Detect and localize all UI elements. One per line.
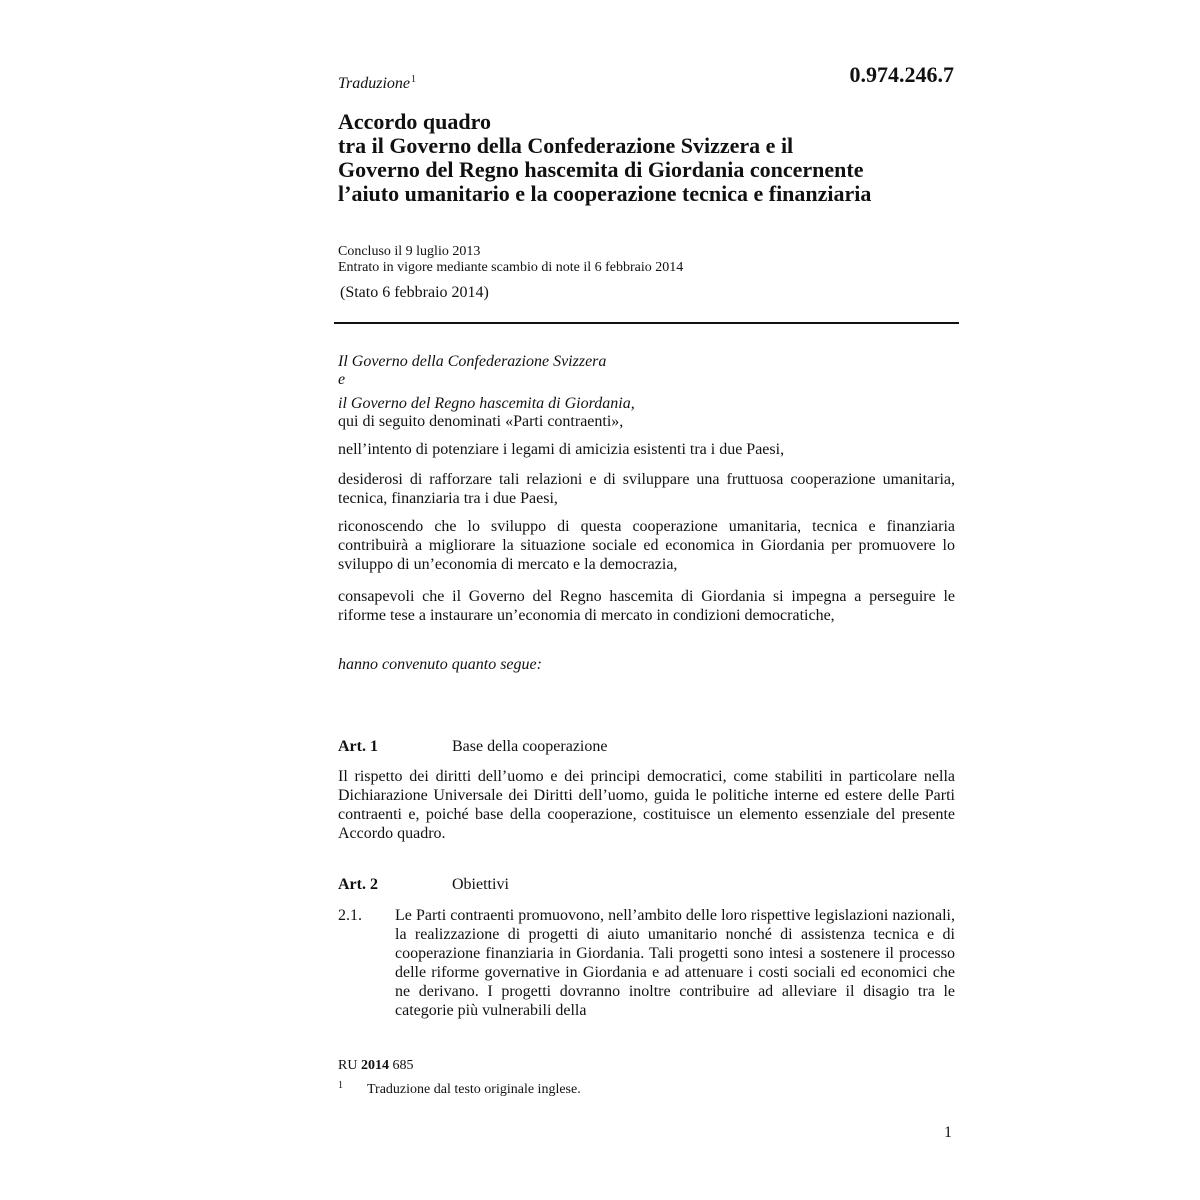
page-number: 1 <box>944 1124 952 1141</box>
translation-word: Traduzione <box>338 75 411 92</box>
ru-year: 2014 <box>360 1058 389 1073</box>
article-1-text: Il rispetto dei diritti dell’uomo e dei principi democratici, come stabiliti in particolare nella Dichiarazione Universale dei Diritti dell’uomo, guida le politiche interne ed estere delle Parti contraenti e, poiché base della cooperazione, costituisce un elemento essenziale del presente Accordo quadro. <box>338 768 955 842</box>
article-1-title: Base della cooperazione <box>452 738 608 755</box>
paragraph-number: 2.1. <box>338 907 362 924</box>
conjunction: e <box>338 371 346 388</box>
ru-prefix: RU <box>338 1058 358 1073</box>
footnote-number: 1 <box>338 1080 343 1091</box>
preamble-paragraph-3: riconoscendo che lo sviluppo di questa cooperazione umanitaria, tecnica e finanziaria contribuirà a migliorare la situazione sociale ed economica in Giordania per promuovere lo sviluppo di un’economia di mercato e la democrazia, <box>338 518 955 573</box>
title-line-2: tra il Governo della Confederazione Svizzera e il <box>338 133 794 158</box>
paragraph-2-1-text: Le Parti contraenti promuovono, nell’ambito delle loro rispettive legislazioni nazionali, la realizzazione di progetti di aiuto umanitario nonché di assistenza tecnica e di cooperazione finanziaria in Giordania. Tali progetti sono intesi a sostenere il processo delle riforme governative in Giordania e ad attenuare i costi sociali ed economici che ne derivano. I progetti dovranno inoltre contribuire ad alleviare il disagio tra le categorie più vulnerabili della <box>395 907 955 1019</box>
concluded-date: Concluso il 9 luglio 2013 <box>338 244 481 259</box>
article-1-heading <box>338 738 607 756</box>
title-line-1: Accordo quadro <box>338 109 491 134</box>
preamble-paragraph-4: consapevoli che il Governo del Regno hascemita di Giordania si impegna a perseguire le riforme tese a instaurare un’economia di mercato in condizioni democratiche, <box>338 588 955 624</box>
footnote <box>338 1080 581 1098</box>
ru-reference <box>338 1058 413 1074</box>
article-2-title: Obiettivi <box>452 876 509 893</box>
parties-denomination: qui di seguito denominati «Parti contraenti», <box>338 413 624 430</box>
article-2-label: Art. 2 <box>338 876 378 893</box>
ru-page: 685 <box>392 1058 414 1073</box>
status-date: (Stato 6 febbraio 2014) <box>340 284 489 301</box>
article-2-heading <box>338 876 509 894</box>
agreement-formula: hanno convenuto quanto segue: <box>338 656 542 673</box>
footnote-marker: 1 <box>411 74 417 85</box>
title-line-3: Governo del Regno hascemita di Giordania concernente <box>338 157 864 182</box>
article-1-label: Art. 1 <box>338 738 378 755</box>
footnote-text: Traduzione dal testo originale inglese. <box>367 1082 581 1097</box>
header-divider <box>334 322 959 324</box>
preamble-paragraph-2: desiderosi di rafforzare tali relazioni e di sviluppare una fruttuosa cooperazione umanitaria, tecnica, finanziaria tra i due Paesi, <box>338 471 955 507</box>
entry-into-force: Entrato in vigore mediante scambio di note il 6 febbraio 2014 <box>338 260 684 275</box>
party-1: Il Governo della Confederazione Svizzera <box>338 353 607 370</box>
document-title <box>338 110 978 206</box>
party-2: il Governo del Regno hascemita di Giordania, <box>338 395 635 412</box>
title-line-4: l’aiuto umanitario e la cooperazione tecnica e finanziaria <box>338 181 872 206</box>
preamble-paragraph-1: nell’intento di potenziare i legami di amicizia esistenti tra i due Paesi, <box>338 441 785 458</box>
conclusion-meta <box>338 244 683 276</box>
translation-label <box>338 74 416 93</box>
sr-number: 0.974.246.7 <box>849 62 954 87</box>
